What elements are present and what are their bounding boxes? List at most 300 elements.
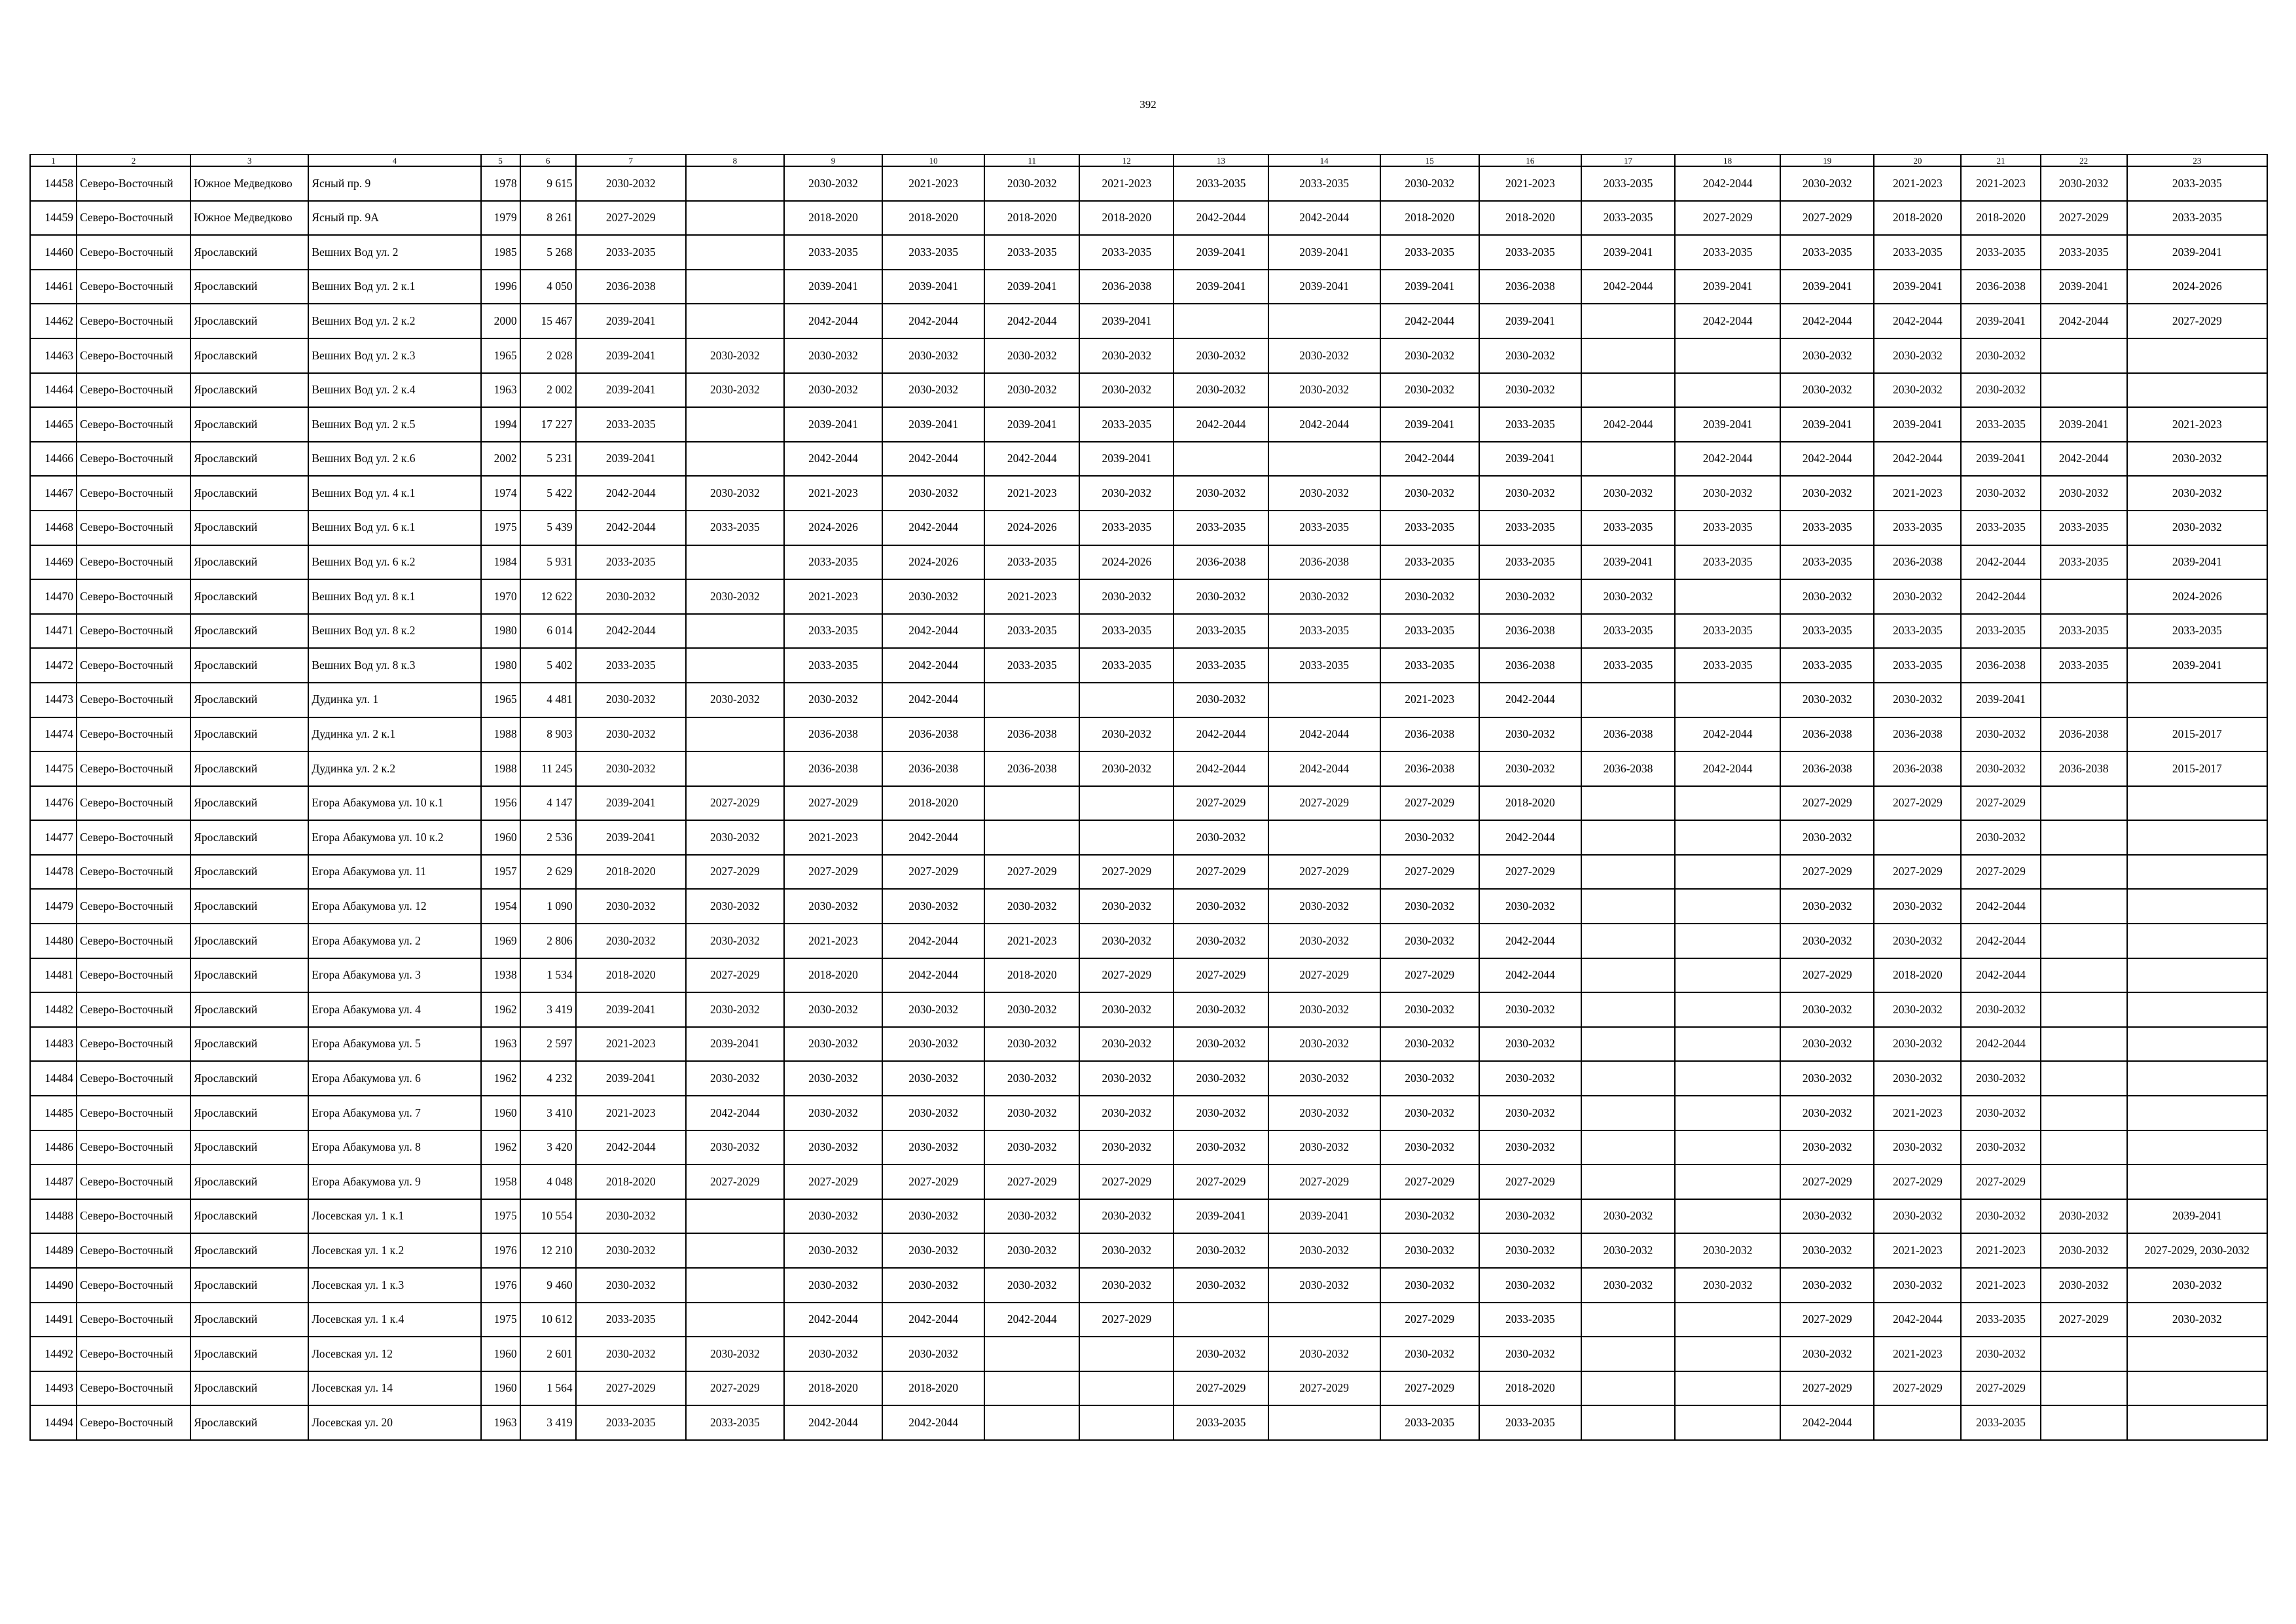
cell-period: 2021-2023 [984, 476, 1079, 511]
cell-id: 14459 [30, 201, 77, 236]
cell-area: 5 422 [520, 476, 576, 511]
cell-id: 14462 [30, 304, 77, 338]
cell-period: 2036-2038 [1380, 751, 1479, 786]
cell-period [2041, 958, 2127, 993]
cell-okrug: Северо-Восточный [77, 1337, 190, 1371]
cell-period: 2030-2032 [984, 1233, 1079, 1268]
cell-period: 2030-2032 [1268, 1061, 1380, 1096]
cell-period: 2030-2032 [1079, 338, 1174, 373]
cell-period: 2039-2041 [1268, 1199, 1380, 1234]
cell-period: 2036-2038 [1479, 648, 1581, 683]
cell-period [2127, 786, 2267, 821]
cell-period: 2033-2035 [1581, 511, 1675, 545]
cell-period [2127, 683, 2267, 717]
cell-period: 2033-2035 [1780, 614, 1874, 649]
cell-period: 2030-2032 [1174, 373, 1268, 408]
cell-area: 5 931 [520, 545, 576, 580]
cell-period: 2030-2032 [1174, 338, 1268, 373]
cell-year-built: 1960 [481, 1096, 520, 1130]
cell-period: 2039-2041 [1961, 442, 2040, 477]
cell-period: 2030-2032 [576, 1199, 686, 1234]
cell-period: 2033-2035 [686, 1405, 784, 1440]
cell-period: 2027-2029 [1380, 1164, 1479, 1199]
cell-year-built: 1988 [481, 751, 520, 786]
cell-area: 17 227 [520, 407, 576, 442]
cell-period: 2030-2032 [1874, 924, 1961, 958]
cell-period: 2027-2029 [686, 1164, 784, 1199]
cell-id: 14474 [30, 717, 77, 752]
cell-period: 2018-2020 [1479, 1371, 1581, 1406]
cell-period: 2030-2032 [882, 1130, 984, 1165]
cell-period: 2030-2032 [882, 1268, 984, 1303]
cell-period [2127, 1096, 2267, 1130]
column-number: 5 [481, 154, 520, 166]
cell-period: 2030-2032 [1874, 1199, 1961, 1234]
cell-period: 2027-2029 [882, 855, 984, 890]
cell-id: 14465 [30, 407, 77, 442]
cell-period [1581, 889, 1675, 924]
cell-period: 2033-2035 [1380, 1405, 1479, 1440]
cell-year-built: 1962 [481, 992, 520, 1027]
cell-period [1079, 683, 1174, 717]
table-row [30, 1405, 2267, 1440]
cell-period: 2039-2041 [1581, 545, 1675, 580]
table-row [30, 407, 2267, 442]
column-number: 19 [1780, 154, 1874, 166]
table-row [30, 304, 2267, 338]
cell-period: 2042-2044 [882, 683, 984, 717]
cell-address: Егора Абакумова ул. 5 [308, 1027, 480, 1062]
cell-period: 2030-2032 [1174, 579, 1268, 614]
cell-period: 2030-2032 [576, 717, 686, 752]
cell-period: 2033-2035 [1961, 235, 2040, 270]
cell-district: Южное Медведково [190, 201, 308, 236]
cell-period [686, 614, 784, 649]
cell-area: 2 601 [520, 1337, 576, 1371]
cell-district: Ярославский [190, 373, 308, 408]
cell-period: 2033-2035 [1581, 166, 1675, 201]
cell-period [2041, 579, 2127, 614]
cell-period: 2042-2044 [576, 614, 686, 649]
cell-period: 2030-2032 [1479, 1130, 1581, 1165]
table-body [30, 166, 2267, 1440]
cell-period: 2039-2041 [576, 1061, 686, 1096]
table-row [30, 1268, 2267, 1303]
cell-period: 2033-2035 [784, 614, 882, 649]
cell-period: 2033-2035 [1874, 235, 1961, 270]
cell-period [1581, 820, 1675, 855]
cell-period: 2042-2044 [1961, 958, 2040, 993]
cell-period: 2030-2032 [882, 373, 984, 408]
cell-period: 2030-2032 [686, 889, 784, 924]
cell-period [1675, 1405, 1780, 1440]
cell-period: 2030-2032 [686, 373, 784, 408]
cell-period: 2042-2044 [784, 1303, 882, 1337]
cell-period [686, 407, 784, 442]
table-row [30, 992, 2267, 1027]
cell-period: 2018-2020 [784, 1371, 882, 1406]
cell-period: 2033-2035 [1380, 235, 1479, 270]
cell-year-built: 1988 [481, 717, 520, 752]
cell-period: 2030-2032 [1780, 889, 1874, 924]
cell-period [2127, 1371, 2267, 1406]
cell-period: 2021-2023 [784, 924, 882, 958]
table-row [30, 373, 2267, 408]
cell-address: Егора Абакумова ул. 8 [308, 1130, 480, 1165]
table-row [30, 579, 2267, 614]
cell-period: 2018-2020 [1961, 201, 2040, 236]
table-row [30, 201, 2267, 236]
column-number: 18 [1675, 154, 1780, 166]
cell-period: 2030-2032 [1961, 1061, 2040, 1096]
cell-area: 2 028 [520, 338, 576, 373]
cell-period: 2030-2032 [1079, 992, 1174, 1027]
column-number: 6 [520, 154, 576, 166]
cell-period: 2030-2032 [686, 683, 784, 717]
cell-address: Лосевская ул. 1 к.4 [308, 1303, 480, 1337]
cell-period: 2021-2023 [1874, 1096, 1961, 1130]
cell-period: 2039-2041 [1174, 1199, 1268, 1234]
cell-period: 2042-2044 [984, 1303, 1079, 1337]
column-number: 10 [882, 154, 984, 166]
cell-period: 2036-2038 [1780, 717, 1874, 752]
cell-period: 2030-2032 [1874, 1027, 1961, 1062]
cell-okrug: Северо-Восточный [77, 992, 190, 1027]
cell-period: 2039-2041 [1961, 304, 2040, 338]
table-row [30, 545, 2267, 580]
cell-period: 2036-2038 [1479, 270, 1581, 304]
cell-period [2127, 958, 2267, 993]
cell-period: 2030-2032 [1961, 338, 2040, 373]
cell-id: 14490 [30, 1268, 77, 1303]
cell-okrug: Северо-Восточный [77, 820, 190, 855]
cell-period: 2027-2029 [1780, 855, 1874, 890]
cell-period: 2027-2029, 2030-2032 [2127, 1233, 2267, 1268]
cell-period: 2021-2023 [1961, 166, 2040, 201]
cell-period: 2033-2035 [984, 614, 1079, 649]
table-row [30, 1233, 2267, 1268]
cell-id: 14485 [30, 1096, 77, 1130]
cell-period [1675, 924, 1780, 958]
cell-period [1675, 1199, 1780, 1234]
cell-id: 14476 [30, 786, 77, 821]
cell-id: 14482 [30, 992, 77, 1027]
cell-period: 2027-2029 [2127, 304, 2267, 338]
cell-period [984, 1405, 1079, 1440]
column-number: 15 [1380, 154, 1479, 166]
cell-area: 2 629 [520, 855, 576, 890]
cell-period [1268, 442, 1380, 477]
cell-okrug: Северо-Восточный [77, 1233, 190, 1268]
cell-period [1268, 1303, 1380, 1337]
column-number: 16 [1479, 154, 1581, 166]
cell-period: 2030-2032 [1380, 1233, 1479, 1268]
cell-period: 2030-2032 [1380, 1061, 1479, 1096]
table-row [30, 1096, 2267, 1130]
cell-period [2041, 820, 2127, 855]
cell-year-built: 1965 [481, 338, 520, 373]
cell-period: 2039-2041 [1675, 270, 1780, 304]
cell-period: 2030-2032 [1479, 338, 1581, 373]
cell-period: 2039-2041 [576, 442, 686, 477]
cell-period: 2030-2032 [1780, 1061, 1874, 1096]
cell-period: 2042-2044 [1268, 201, 1380, 236]
cell-period [1874, 820, 1961, 855]
cell-period: 2018-2020 [576, 1164, 686, 1199]
cell-period [2041, 338, 2127, 373]
cell-period: 2030-2032 [1079, 889, 1174, 924]
cell-period [686, 1199, 784, 1234]
cell-period: 2042-2044 [784, 304, 882, 338]
cell-period: 2042-2044 [882, 924, 984, 958]
cell-district: Ярославский [190, 1061, 308, 1096]
cell-id: 14492 [30, 1337, 77, 1371]
cell-period: 2033-2035 [576, 545, 686, 580]
cell-period: 2030-2032 [984, 1268, 1079, 1303]
table-row [30, 924, 2267, 958]
cell-period: 2030-2032 [2127, 1303, 2267, 1337]
table-row [30, 1061, 2267, 1096]
cell-id: 14461 [30, 270, 77, 304]
cell-period: 2033-2035 [1380, 648, 1479, 683]
cell-period: 2039-2041 [1380, 270, 1479, 304]
cell-period: 2036-2038 [1961, 270, 2040, 304]
cell-period: 2030-2032 [1874, 1268, 1961, 1303]
cell-period: 2030-2032 [1174, 1027, 1268, 1062]
cell-period: 2030-2032 [1479, 889, 1581, 924]
cell-period: 2030-2032 [1479, 992, 1581, 1027]
cell-period: 2030-2032 [1079, 579, 1174, 614]
cell-district: Ярославский [190, 1405, 308, 1440]
table-row [30, 1199, 2267, 1234]
cell-okrug: Северо-Восточный [77, 373, 190, 408]
cell-address: Вешних Вод ул. 8 к.2 [308, 614, 480, 649]
cell-period: 2027-2029 [1479, 855, 1581, 890]
cell-address: Вешних Вод ул. 2 к.5 [308, 407, 480, 442]
cell-period: 2033-2035 [784, 648, 882, 683]
cell-period: 2039-2041 [984, 407, 1079, 442]
cell-address: Егора Абакумова ул. 10 к.1 [308, 786, 480, 821]
cell-period: 2042-2044 [1874, 442, 1961, 477]
cell-period: 2030-2032 [1268, 1337, 1380, 1371]
cell-period: 2033-2035 [2041, 545, 2127, 580]
cell-period: 2042-2044 [1479, 820, 1581, 855]
cell-period: 2036-2038 [882, 717, 984, 752]
cell-okrug: Северо-Восточный [77, 1405, 190, 1440]
cell-address: Ясный пр. 9 [308, 166, 480, 201]
cell-period: 2033-2035 [1380, 545, 1479, 580]
cell-address: Дудинка ул. 2 к.1 [308, 717, 480, 752]
cell-period: 2018-2020 [984, 201, 1079, 236]
cell-period: 2030-2032 [1079, 1130, 1174, 1165]
cell-period: 2030-2032 [686, 1130, 784, 1165]
cell-period: 2027-2029 [1174, 1371, 1268, 1406]
column-number-row [30, 154, 2267, 166]
cell-period: 2027-2029 [1268, 958, 1380, 993]
cell-period: 2027-2029 [1380, 958, 1479, 993]
cell-period: 2042-2044 [1675, 166, 1780, 201]
cell-period [1268, 1405, 1380, 1440]
cell-okrug: Северо-Восточный [77, 476, 190, 511]
cell-id: 14458 [30, 166, 77, 201]
cell-period: 2027-2029 [2041, 201, 2127, 236]
cell-period: 2042-2044 [984, 304, 1079, 338]
cell-period: 2042-2044 [1874, 1303, 1961, 1337]
cell-period: 2030-2032 [784, 373, 882, 408]
cell-period: 2039-2041 [2041, 407, 2127, 442]
cell-period: 2039-2041 [2127, 235, 2267, 270]
cell-period: 2021-2023 [1079, 166, 1174, 201]
cell-year-built: 1984 [481, 545, 520, 580]
cell-period: 2027-2029 [1780, 958, 1874, 993]
cell-district: Ярославский [190, 442, 308, 477]
cell-area: 11 245 [520, 751, 576, 786]
cell-period: 2033-2035 [2041, 511, 2127, 545]
cell-period: 2030-2032 [1079, 1233, 1174, 1268]
cell-period: 2024-2026 [784, 511, 882, 545]
cell-period: 2024-2026 [1079, 545, 1174, 580]
cell-period: 2030-2032 [1174, 820, 1268, 855]
cell-period [1581, 1130, 1675, 1165]
cell-period: 2030-2032 [1268, 889, 1380, 924]
cell-period: 2033-2035 [1079, 407, 1174, 442]
cell-period [1079, 786, 1174, 821]
cell-period: 2033-2035 [1079, 511, 1174, 545]
cell-period: 2036-2038 [1874, 717, 1961, 752]
cell-period: 2033-2035 [1675, 511, 1780, 545]
cell-period: 2027-2029 [1874, 786, 1961, 821]
cell-address: Егора Абакумова ул. 9 [308, 1164, 480, 1199]
cell-area: 3 419 [520, 1405, 576, 1440]
cell-period: 2021-2023 [576, 1027, 686, 1062]
cell-period: 2039-2041 [2127, 648, 2267, 683]
cell-period: 2030-2032 [2041, 166, 2127, 201]
cell-period: 2036-2038 [1581, 751, 1675, 786]
cell-period: 2036-2038 [1961, 648, 2040, 683]
cell-period: 2036-2038 [2041, 751, 2127, 786]
cell-year-built: 1980 [481, 614, 520, 649]
column-number: 20 [1874, 154, 1961, 166]
cell-period: 2030-2032 [2041, 1233, 2127, 1268]
cell-period: 2039-2041 [2041, 270, 2127, 304]
cell-period: 2033-2035 [1268, 166, 1380, 201]
cell-period: 2042-2044 [1675, 751, 1780, 786]
cell-address: Вешних Вод ул. 6 к.1 [308, 511, 480, 545]
cell-period: 2030-2032 [1268, 1268, 1380, 1303]
cell-district: Ярославский [190, 545, 308, 580]
cell-period: 2030-2032 [1174, 1061, 1268, 1096]
cell-period: 2027-2029 [686, 786, 784, 821]
cell-period: 2030-2032 [882, 1061, 984, 1096]
cell-okrug: Северо-Восточный [77, 1130, 190, 1165]
cell-period [686, 717, 784, 752]
cell-year-built: 1976 [481, 1233, 520, 1268]
cell-period: 2030-2032 [1380, 889, 1479, 924]
cell-district: Ярославский [190, 820, 308, 855]
cell-id: 14477 [30, 820, 77, 855]
cell-period: 2030-2032 [1479, 1233, 1581, 1268]
cell-period: 2030-2032 [882, 1199, 984, 1234]
cell-address: Дудинка ул. 2 к.2 [308, 751, 480, 786]
cell-period: 2030-2032 [576, 751, 686, 786]
cell-period: 2042-2044 [1961, 924, 2040, 958]
cell-period [2041, 683, 2127, 717]
cell-period: 2033-2035 [1380, 614, 1479, 649]
cell-period: 2027-2029 [984, 1164, 1079, 1199]
cell-area: 1 534 [520, 958, 576, 993]
cell-area: 1 564 [520, 1371, 576, 1406]
cell-period: 2042-2044 [1174, 407, 1268, 442]
cell-period: 2042-2044 [2041, 304, 2127, 338]
cell-period [1581, 786, 1675, 821]
cell-period: 2030-2032 [1174, 1268, 1268, 1303]
cell-period: 2033-2035 [1079, 235, 1174, 270]
cell-period: 2033-2035 [1479, 511, 1581, 545]
cell-period [1675, 958, 1780, 993]
cell-period: 2021-2023 [784, 820, 882, 855]
table-row [30, 476, 2267, 511]
cell-period: 2036-2038 [1174, 545, 1268, 580]
cell-period: 2027-2029 [1079, 1164, 1174, 1199]
cell-period: 2033-2035 [1174, 648, 1268, 683]
cell-period: 2027-2029 [1079, 855, 1174, 890]
cell-period [2127, 1405, 2267, 1440]
cell-period: 2033-2035 [1479, 235, 1581, 270]
cell-period: 2042-2044 [882, 1405, 984, 1440]
cell-district: Ярославский [190, 270, 308, 304]
cell-period [2127, 1337, 2267, 1371]
cell-period: 2027-2029 [686, 855, 784, 890]
cell-period: 2033-2035 [576, 648, 686, 683]
cell-area: 3 419 [520, 992, 576, 1027]
cell-period [2041, 1337, 2127, 1371]
cell-period: 2030-2032 [2127, 442, 2267, 477]
cell-period: 2030-2032 [1479, 1199, 1581, 1234]
cell-period: 2030-2032 [1780, 476, 1874, 511]
cell-period: 2018-2020 [1079, 201, 1174, 236]
cell-period [1581, 855, 1675, 890]
cell-period: 2021-2023 [1874, 1233, 1961, 1268]
cell-period [1675, 1303, 1780, 1337]
cell-area: 12 210 [520, 1233, 576, 1268]
cell-district: Ярославский [190, 1096, 308, 1130]
cell-period: 2030-2032 [1780, 683, 1874, 717]
cell-district: Ярославский [190, 1303, 308, 1337]
cell-id: 14471 [30, 614, 77, 649]
cell-period: 2030-2032 [1079, 1027, 1174, 1062]
cell-area: 6 014 [520, 614, 576, 649]
cell-period: 2042-2044 [882, 820, 984, 855]
cell-period [686, 270, 784, 304]
cell-period: 2030-2032 [984, 1130, 1079, 1165]
cell-area: 1 090 [520, 889, 576, 924]
cell-period: 2033-2035 [784, 545, 882, 580]
column-number: 8 [686, 154, 784, 166]
cell-period: 2030-2032 [1479, 1027, 1581, 1062]
cell-address: Лосевская ул. 20 [308, 1405, 480, 1440]
cell-period: 2030-2032 [2127, 511, 2267, 545]
cell-period: 2030-2032 [984, 1199, 1079, 1234]
cell-period: 2042-2044 [1874, 304, 1961, 338]
cell-period: 2021-2023 [984, 924, 1079, 958]
cell-address: Егора Абакумова ул. 11 [308, 855, 480, 890]
cell-id: 14470 [30, 579, 77, 614]
cell-period: 2027-2029 [1780, 201, 1874, 236]
cell-period: 2030-2032 [1961, 476, 2040, 511]
cell-period: 2018-2020 [882, 786, 984, 821]
cell-period: 2030-2032 [1874, 373, 1961, 408]
cell-period: 2030-2032 [1581, 1199, 1675, 1234]
